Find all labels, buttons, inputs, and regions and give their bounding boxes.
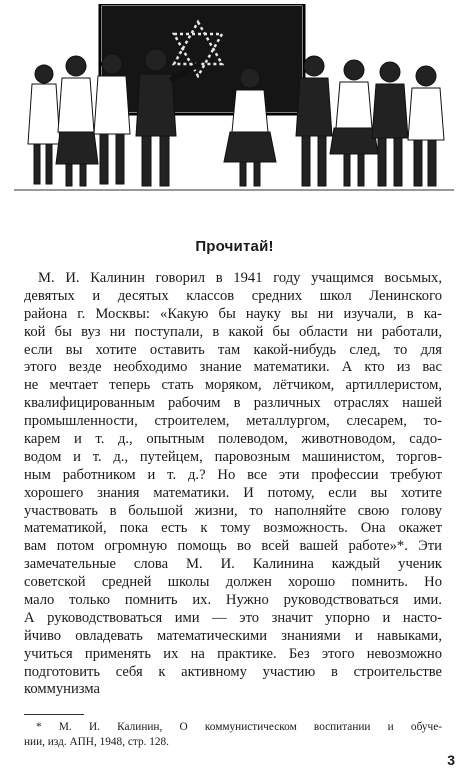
footnote-divider <box>24 714 84 715</box>
paragraph-line: вам потом огромную помощь во всей вашей работе»*. Эти <box>24 538 442 555</box>
paragraph-line: учиться применять их на практике. Без этого невозможно <box>24 645 442 662</box>
paragraph-line: математикой, пока есть к тому возможность. Она окажет <box>24 520 442 537</box>
page-number: 3 <box>447 752 455 768</box>
paragraph-line: М. И. Калинин говорил в 1941 году учащимся восьмых, <box>38 270 442 286</box>
paragraph-line: этого везде необходимо знание математики. А кто из вас <box>24 359 442 376</box>
paragraph-line: замечательные слова М. И. Калинина каждый ученик <box>24 556 442 573</box>
blackboard <box>102 6 302 112</box>
footnote-line: * М. И. Калинин, О коммунистическом воспитании и обуче- <box>36 721 442 733</box>
paragraph-line: если вы хотите оставить там какой-нибудь след, то для <box>24 341 442 358</box>
paragraph-line: не мечтает теперь стать моряком, лётчиком, артиллеристом, <box>24 377 442 394</box>
paragraph-line: участвовать в большой жизни, то наполняйте свою голову <box>24 502 442 519</box>
paragraph-line: карем и т. д., опытным полеводом, животноводом, садо- <box>24 431 442 448</box>
page-heading: Прочитай! <box>195 238 274 255</box>
paragraph-line: кой бы вуз ни поступали, в какой бы области ни работали, <box>24 323 442 340</box>
paragraph-line: подготовить себя к активному участию в строительстве <box>24 663 442 680</box>
main-paragraph <box>24 270 442 699</box>
footnote-line: нии, изд. АПН, 1948, стр. 128. <box>24 736 170 748</box>
paragraph-line: мало только помнить их. Нужно руководствоваться ими. <box>24 592 442 609</box>
paragraph-line: района г. Москвы: «Какую бы науку вы ни изучали, в ка- <box>24 305 442 322</box>
paragraph-line: девятых и десятых классов средних школ Ленинского <box>24 287 442 304</box>
paragraph-line: советской средней школы должен хорошо помнить. Но <box>24 574 442 591</box>
paragraph-line: промышленности, строителем, металлургом, слесарем, то- <box>24 413 442 430</box>
illustration-children-at-blackboard <box>14 4 454 200</box>
paragraph-line: хорошего знания математики. И потому, если вы хотите <box>24 484 442 501</box>
paragraph-line: йчиво овладевать математическими знаниями и навыками, <box>24 627 442 644</box>
paragraph-line: коммунизма <box>24 681 100 698</box>
paragraph-line: водом и т. д., путейцем, паровозным машинистом, торгов- <box>24 448 442 465</box>
paragraph-line: ным работником и т. д.? Но все эти профессии требуют <box>24 466 442 483</box>
paragraph-line: А руководствоваться ими — это значит упорно и насто- <box>24 609 442 626</box>
paragraph-line: квалифицированным рабочим в различных отраслях нашей <box>24 395 442 412</box>
footnote <box>24 720 442 750</box>
